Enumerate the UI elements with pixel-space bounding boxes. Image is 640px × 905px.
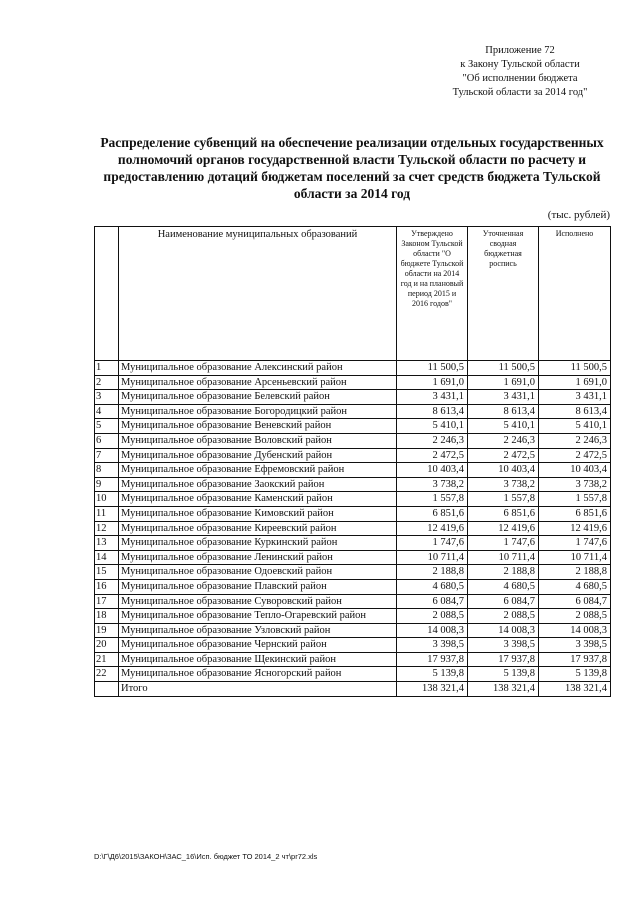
row-name: Муниципальное образование Плавский район	[119, 579, 397, 594]
row-executed: 6 851,6	[539, 506, 611, 521]
row-name: Муниципальное образование Веневский район	[119, 419, 397, 434]
appendix-line: "Об исполнении бюджета	[462, 73, 578, 84]
row-number: 21	[95, 652, 119, 667]
row-revised: 10 711,4	[468, 550, 539, 565]
row-executed: 1 557,8	[539, 492, 611, 507]
row-revised: 6 084,7	[468, 594, 539, 609]
row-revised: 2 246,3	[468, 433, 539, 448]
row-approved: 3 431,1	[397, 390, 468, 405]
row-approved: 11 500,5	[397, 361, 468, 376]
row-revised: 5 410,1	[468, 419, 539, 434]
row-number: 16	[95, 579, 119, 594]
row-number: 8	[95, 463, 119, 478]
row-revised: 2 472,5	[468, 448, 539, 463]
row-name: Муниципальное образование Кимовский район	[119, 506, 397, 521]
row-revised: 17 937,8	[468, 652, 539, 667]
table-row	[95, 536, 611, 551]
row-approved: 1 557,8	[397, 492, 468, 507]
row-revised: 12 419,6	[468, 521, 539, 536]
row-executed: 5 410,1	[539, 419, 611, 434]
row-executed: 2 088,5	[539, 609, 611, 624]
table-row	[95, 652, 611, 667]
header-name: Наименование муниципальных образований	[119, 227, 397, 361]
row-number: 14	[95, 550, 119, 565]
row-name: Муниципальное образование Куркинский район	[119, 536, 397, 551]
row-number: 22	[95, 667, 119, 682]
row-name: Муниципальное образование Каменский район	[119, 492, 397, 507]
table-row	[95, 594, 611, 609]
table-row	[95, 404, 611, 419]
row-approved: 1 747,6	[397, 536, 468, 551]
row-name: Муниципальное образование Воловский район	[119, 433, 397, 448]
table-row	[95, 506, 611, 521]
row-revised: 3 398,5	[468, 638, 539, 653]
row-revised: 3 738,2	[468, 477, 539, 492]
row-executed: 11 500,5	[539, 361, 611, 376]
row-executed: 10 403,4	[539, 463, 611, 478]
row-name: Муниципальное образование Одоевский район	[119, 565, 397, 580]
table-row	[95, 448, 611, 463]
table-row	[95, 375, 611, 390]
table-row	[95, 419, 611, 434]
row-name: Муниципальное образование Арсеньевский район	[119, 375, 397, 390]
units-label: (тыс. рублей)	[547, 209, 610, 221]
row-revised: 8 613,4	[468, 404, 539, 419]
row-approved: 12 419,6	[397, 521, 468, 536]
title-line: предоставлению дотаций бюджетам поселений за счет средств бюджета Тульской	[103, 169, 601, 184]
row-approved: 138 321,4	[397, 682, 468, 697]
row-executed: 5 139,8	[539, 667, 611, 682]
row-executed: 17 937,8	[539, 652, 611, 667]
row-number: 5	[95, 419, 119, 434]
row-executed: 3 398,5	[539, 638, 611, 653]
table-row	[95, 463, 611, 478]
row-executed: 12 419,6	[539, 521, 611, 536]
row-executed: 10 711,4	[539, 550, 611, 565]
row-approved: 8 613,4	[397, 404, 468, 419]
row-approved: 3 738,2	[397, 477, 468, 492]
row-approved: 2 246,3	[397, 433, 468, 448]
row-executed: 4 680,5	[539, 579, 611, 594]
table-row	[95, 492, 611, 507]
row-revised: 11 500,5	[468, 361, 539, 376]
row-executed: 1 691,0	[539, 375, 611, 390]
row-approved: 1 691,0	[397, 375, 468, 390]
row-number: 2	[95, 375, 119, 390]
table-row	[95, 579, 611, 594]
row-executed: 6 084,7	[539, 594, 611, 609]
row-number: 6	[95, 433, 119, 448]
row-revised: 138 321,4	[468, 682, 539, 697]
row-revised: 4 680,5	[468, 579, 539, 594]
row-revised: 5 139,8	[468, 667, 539, 682]
row-name: Итого	[119, 682, 397, 697]
row-approved: 2 188,8	[397, 565, 468, 580]
row-approved: 5 139,8	[397, 667, 468, 682]
header-approved: Утверждено Законом Тульской области "О бюджете Тульской области на 2014 год и на плановый период 2015 и 2016 годов"	[397, 227, 468, 361]
subsidy-table	[94, 226, 611, 697]
row-executed: 138 321,4	[539, 682, 611, 697]
row-executed: 2 472,5	[539, 448, 611, 463]
header-revised: Уточненная сводная бюджетная роспись	[468, 227, 539, 361]
row-name: Муниципальное образование Щекинский район	[119, 652, 397, 667]
row-number: 7	[95, 448, 119, 463]
row-revised: 6 851,6	[468, 506, 539, 521]
row-revised: 2 088,5	[468, 609, 539, 624]
row-name: Муниципальное образование Алексинский район	[119, 361, 397, 376]
file-path-footer: D:\Г\Д6\2015\ЗАКОН\ЗАС_16\Исп. бюджет ТО 2014_2 чт\pr72.xls	[94, 852, 318, 861]
row-executed: 2 188,8	[539, 565, 611, 580]
row-name: Муниципальное образование Узловский район	[119, 623, 397, 638]
document-title	[92, 134, 612, 202]
row-number: 18	[95, 609, 119, 624]
row-revised: 1 747,6	[468, 536, 539, 551]
table-row	[95, 361, 611, 376]
row-approved: 2 088,5	[397, 609, 468, 624]
row-approved: 17 937,8	[397, 652, 468, 667]
row-name: Муниципальное образование Ленинский район	[119, 550, 397, 565]
table-row	[95, 521, 611, 536]
row-name: Муниципальное образование Суворовский район	[119, 594, 397, 609]
row-name: Муниципальное образование Киреевский район	[119, 521, 397, 536]
row-revised: 14 008,3	[468, 623, 539, 638]
appendix-line: Приложение 72	[485, 45, 555, 56]
table-row	[95, 667, 611, 682]
row-name: Муниципальное образование Богородицкий район	[119, 404, 397, 419]
row-approved: 6 084,7	[397, 594, 468, 609]
row-approved: 14 008,3	[397, 623, 468, 638]
row-name: Муниципальное образование Ясногорский район	[119, 667, 397, 682]
row-number: 10	[95, 492, 119, 507]
row-number	[95, 682, 119, 697]
row-approved: 6 851,6	[397, 506, 468, 521]
title-line: Распределение субвенций на обеспечение реализации отдельных государственных	[100, 135, 604, 150]
total-row	[95, 682, 611, 697]
appendix-note	[420, 44, 620, 100]
table-row	[95, 550, 611, 565]
row-name: Муниципальное образование Белевский район	[119, 390, 397, 405]
row-name: Муниципальное образование Чернский район	[119, 638, 397, 653]
row-approved: 3 398,5	[397, 638, 468, 653]
row-revised: 10 403,4	[468, 463, 539, 478]
row-name: Муниципальное образование Ефремовский район	[119, 463, 397, 478]
header-number	[95, 227, 119, 361]
row-approved: 10 403,4	[397, 463, 468, 478]
row-number: 4	[95, 404, 119, 419]
row-revised: 1 557,8	[468, 492, 539, 507]
table-row	[95, 477, 611, 492]
appendix-line: Тульской области за 2014 год"	[452, 87, 588, 98]
row-approved: 5 410,1	[397, 419, 468, 434]
table-row	[95, 609, 611, 624]
row-number: 19	[95, 623, 119, 638]
row-revised: 1 691,0	[468, 375, 539, 390]
row-executed: 3 738,2	[539, 477, 611, 492]
table-header-row	[95, 227, 611, 361]
row-executed: 14 008,3	[539, 623, 611, 638]
row-name: Муниципальное образование Заокский район	[119, 477, 397, 492]
row-approved: 4 680,5	[397, 579, 468, 594]
row-number: 1	[95, 361, 119, 376]
table-row	[95, 433, 611, 448]
row-approved: 10 711,4	[397, 550, 468, 565]
row-executed: 1 747,6	[539, 536, 611, 551]
title-line: области за 2014 год	[293, 186, 411, 201]
row-number: 13	[95, 536, 119, 551]
row-executed: 8 613,4	[539, 404, 611, 419]
row-executed: 3 431,1	[539, 390, 611, 405]
row-number: 20	[95, 638, 119, 653]
row-number: 3	[95, 390, 119, 405]
table-row	[95, 638, 611, 653]
row-revised: 3 431,1	[468, 390, 539, 405]
row-number: 12	[95, 521, 119, 536]
header-executed: Исполнено	[539, 227, 611, 361]
row-name: Муниципальное образование Тепло-Огаревский район	[119, 609, 397, 624]
row-number: 11	[95, 506, 119, 521]
row-executed: 2 246,3	[539, 433, 611, 448]
table-row	[95, 565, 611, 580]
appendix-line: к Закону Тульской области	[460, 59, 580, 70]
table-row	[95, 390, 611, 405]
row-number: 17	[95, 594, 119, 609]
row-number: 15	[95, 565, 119, 580]
table-row	[95, 623, 611, 638]
row-name: Муниципальное образование Дубенский район	[119, 448, 397, 463]
row-approved: 2 472,5	[397, 448, 468, 463]
row-number: 9	[95, 477, 119, 492]
title-line: полномочий органов государственной власти Тульской области по расчету и	[117, 152, 587, 167]
row-revised: 2 188,8	[468, 565, 539, 580]
